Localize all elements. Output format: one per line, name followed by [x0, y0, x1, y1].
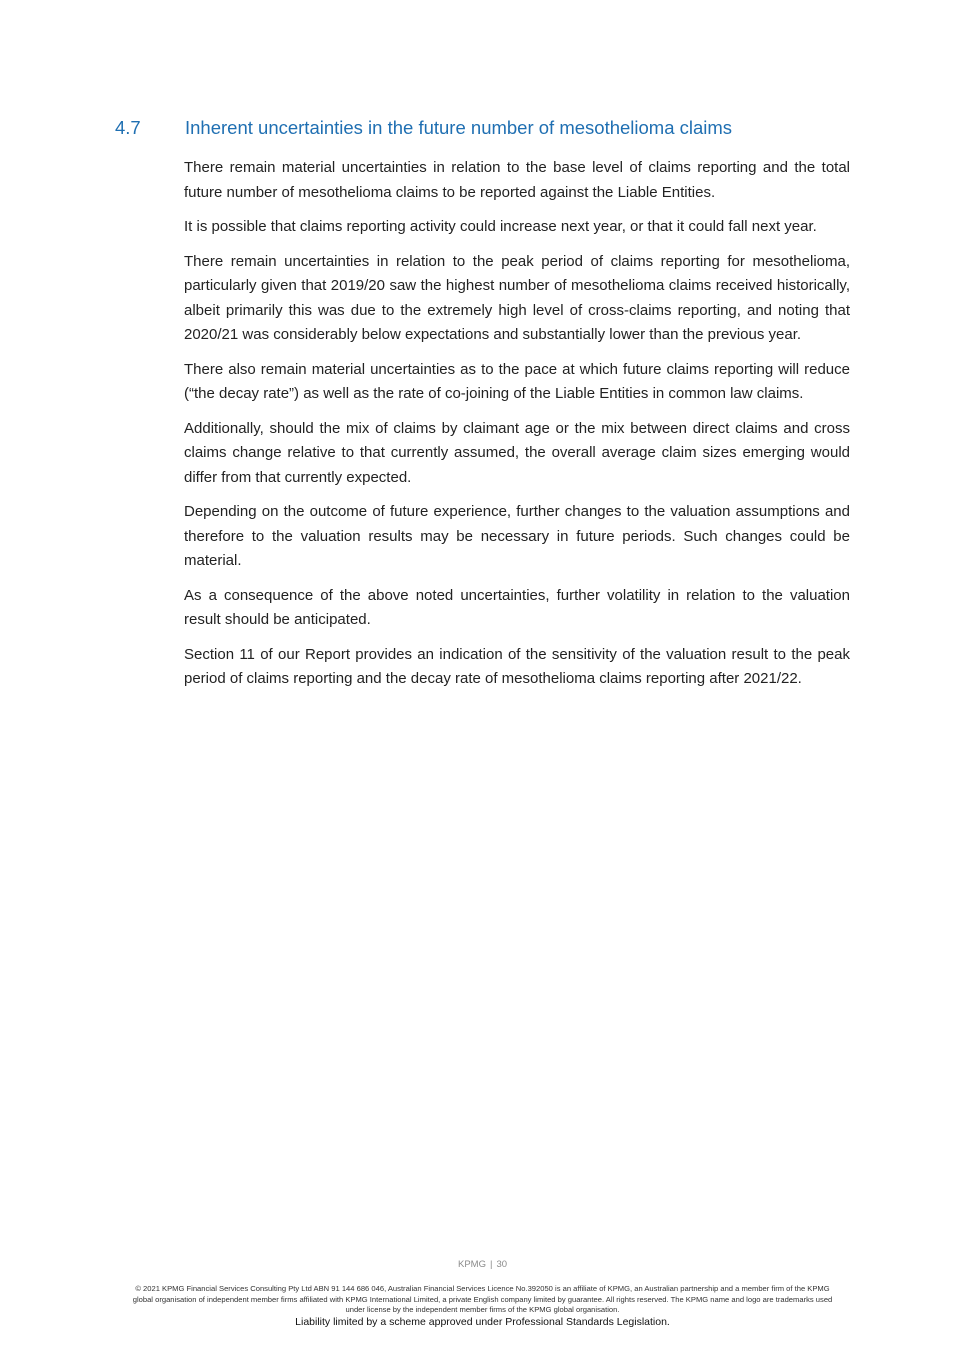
body-text — [184, 156, 850, 702]
page-number: 30 — [496, 1259, 508, 1270]
paragraph: There remain material uncertainties in relation to the base level of claims reporting and the total future number of mesothelioma claims to be reported against the Liable Entities. — [184, 159, 850, 201]
liability-notice: Liability limited by a scheme approved under Professional Standards Legislation. — [295, 1316, 670, 1328]
paragraph: Depending on the outcome of future experience, further changes to the valuation assumptions and therefore to the valuation results may be necessary in future periods. Such changes could be material. — [184, 503, 850, 569]
paragraph: There also remain material uncertainties as to the pace at which future claims reporting will reduce (“the decay rate”) as well as the rate of co-joining of the Liable Entities in common law claims. — [184, 360, 850, 402]
section-heading — [115, 116, 855, 140]
section-title: Inherent uncertainties in the future number of mesothelioma claims — [185, 117, 733, 138]
paragraph: As a consequence of the above noted uncertainties, further volatility in relation to the valuation result should be anticipated. — [184, 586, 850, 628]
paragraph: Section 11 of our Report provides an indication of the sensitivity of the valuation result to the peak period of claims reporting and the decay rate of mesothelioma claims reporting after 2021/22. — [184, 645, 850, 687]
footer-company: KPMG — [457, 1259, 486, 1270]
section-number: 4.7 — [115, 117, 141, 138]
paragraph: There remain uncertainties in relation to the peak period of claims reporting for mesothelioma, particularly given that 2019/20 saw the highest number of mesothelioma claims received historically, albeit primarily this was due to the extremely high level of cross-claims reporting, and noting that 2020/21 was considerably below expectations and substantially lower than the previous year. — [184, 252, 850, 343]
paragraph: It is possible that claims reporting activity could increase next year, or that it could fall next year. — [184, 218, 817, 235]
footer-separator: | — [489, 1259, 493, 1270]
legal-notice: © 2021 KPMG Financial Services Consulting Pty Ltd ABN 91 144 686 046, Australian Financial Services Licence No.392050 is an affiliate of KPMG, an Australian partnership and a member firm of the KPMG global organisation of independent member firms affiliated with KPMG International Limited, a private English company limited by guarantee. All rights reserved. The KPMG name and logo are trademarks used under license by the independent member firms of the KPMG global organisation. — [132, 1284, 833, 1314]
page-footer — [0, 1259, 965, 1270]
paragraph: Additionally, should the mix of claims by claimant age or the mix between direct claims and cross claims change relative to that currently assumed, the overall average claim sizes emerging would differ from that currently expected. — [184, 419, 850, 486]
